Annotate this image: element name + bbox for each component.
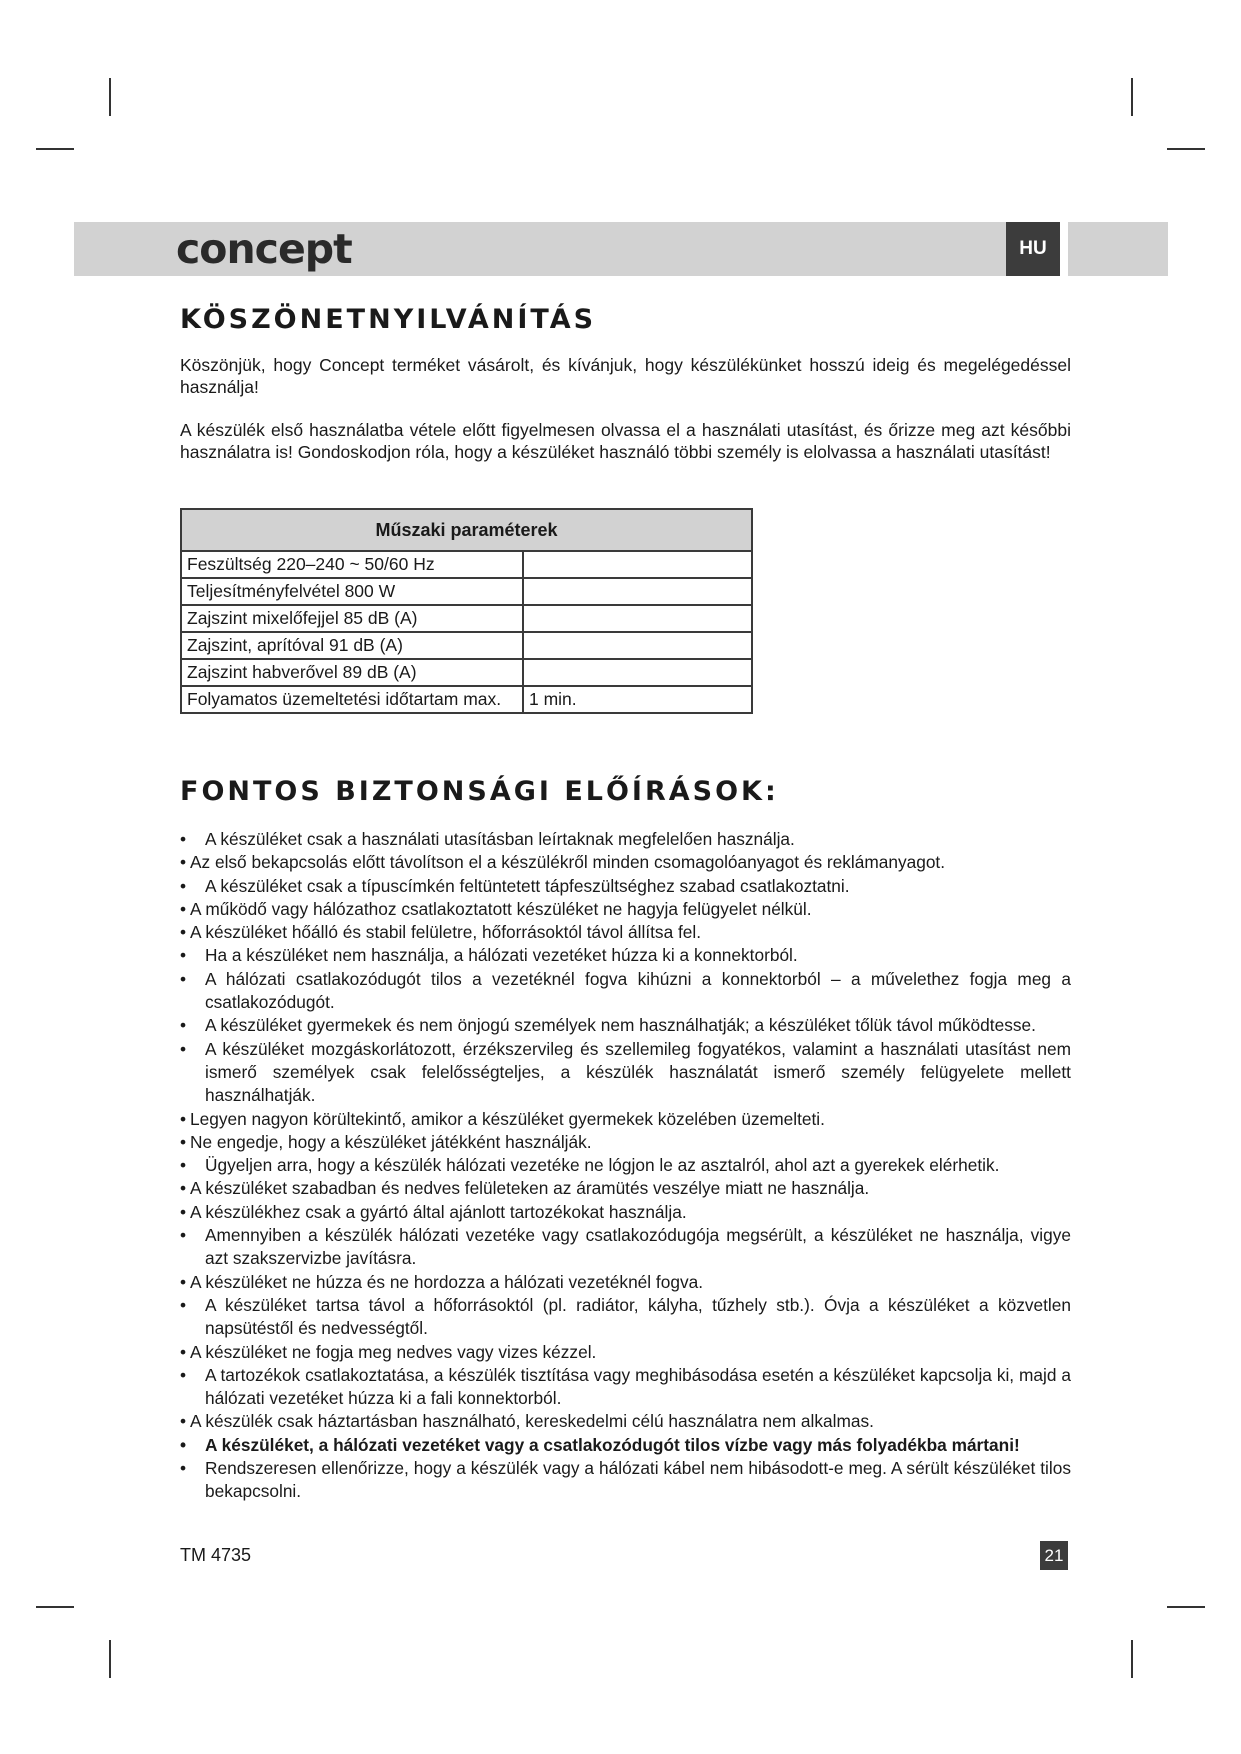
brand-logo: concept — [176, 225, 352, 273]
list-item: • Ha a készüléket nem használja, a hálózati vezetéket húzza ki a konnektorból. — [180, 944, 1071, 967]
spec-value — [523, 578, 752, 605]
list-item: • A készüléket hőálló és stabil felületre, hőforrásoktól távol állítsa fel. — [180, 921, 1071, 944]
safety-list — [180, 828, 1071, 1504]
list-item: • A készüléket tartsa távol a hőforrásoktól (pl. radiátor, kályha, tűzhely stb.). Óvja a készüléket a közvetlen napsütéstől és nedvességtől. — [180, 1294, 1071, 1341]
crop-mark-bottom-right-vertical — [1131, 1640, 1133, 1678]
header-band-gap — [1060, 222, 1068, 276]
thanks-paragraph-1: Köszönjük, hogy Concept terméket vásárolt, és kívánjuk, hogy készülékünket hosszú ideig és megelégedéssel használja! — [180, 355, 1071, 397]
list-item: • A készülék csak háztartásban használható, kereskedelmi célú használatra nem alkalmas. — [180, 1410, 1071, 1433]
spec-value: 1 min. — [523, 686, 752, 713]
list-item: • Legyen nagyon körültekintő, amikor a készüléket gyermekek közelében üzemelteti. — [180, 1108, 1071, 1131]
page-number: 21 — [1040, 1541, 1068, 1570]
spec-value — [523, 551, 752, 578]
spec-table — [180, 508, 753, 714]
list-item: • A készüléket, a hálózati vezetéket vagy a csatlakozódugót tilos vízbe vagy más folyadékba mártani! — [180, 1434, 1071, 1457]
list-item: • Rendszeresen ellenőrizze, hogy a készülék vagy a hálózati kábel nem hibásodott-e meg. A sérült készüléket tilos bekapcsolni. — [180, 1457, 1071, 1504]
language-badge: HU — [1006, 222, 1060, 276]
list-item: • A készüléket csak a használati utasításban leírtaknak megfelelően használja. — [180, 828, 1071, 851]
crop-mark-top-left-horizontal — [36, 148, 74, 150]
list-item: • Az első bekapcsolás előtt távolítson el a készülékről minden csomagolóanyagot és reklámanyagot. — [180, 851, 1071, 874]
spec-row — [181, 578, 752, 605]
spec-value — [523, 659, 752, 686]
spec-row — [181, 605, 752, 632]
list-item: • A tartozékok csatlakoztatása, a készülék tisztítása vagy meghibásodása esetén a készüléket kapcsolja ki, majd a hálózati vezetéket húzza ki a fali konnektorból. — [180, 1364, 1071, 1411]
spec-value — [523, 632, 752, 659]
list-item: • Ügyeljen arra, hogy a készülék hálózati vezetéke ne lógjon le az asztalról, ahol azt a gyerekek elérhetik. — [180, 1154, 1071, 1177]
thanks-paragraph-2: A készülék első használatba vétele előtt figyelmesen olvassa el a használati utasítást, és őrizze meg azt későbbi használatra is! Gondoskodjon róla, hogy a készüléket használó többi személy is elolvassa a használati utasítást! — [180, 420, 1071, 462]
list-item: • A készüléket mozgáskorlátozott, érzékszervileg és szellemileg fogyatékos, valamint a használati utasítást nem ismerő személyek csak felelősségteljes, a készülék használatát ismerő személy felügyelete mellett használhatják. — [180, 1038, 1071, 1108]
spec-label: Zajszint mixelőfejjel 85 dB (A) — [181, 605, 523, 632]
list-item: • A készüléket ne húzza és ne hordozza a hálózati vezetéknél fogva. — [180, 1271, 1071, 1294]
crop-mark-top-left-vertical — [109, 78, 111, 116]
spec-label: Zajszint, aprítóval 91 dB (A) — [181, 632, 523, 659]
crop-mark-top-right-vertical — [1131, 78, 1133, 116]
spec-label: Folyamatos üzemeltetési időtartam max. — [181, 686, 523, 713]
spec-row — [181, 659, 752, 686]
list-item: • Amennyiben a készülék hálózati vezetéke vagy csatlakozódugója megsérült, a készüléket ne használja, vigye azt szakszervizbe javításra. — [180, 1224, 1071, 1271]
crop-mark-bottom-right-horizontal — [1167, 1606, 1205, 1608]
spec-label: Zajszint habverővel 89 dB (A) — [181, 659, 523, 686]
spec-table-title: Műszaki paraméterek — [181, 509, 752, 551]
list-item: • A készülékhez csak a gyártó által ajánlott tartozékokat használja. — [180, 1201, 1071, 1224]
safety-title: FONTOS BIZTONSÁGI ELŐÍRÁSOK: — [180, 776, 779, 807]
thanks-title: KÖSZÖNETNYILVÁNÍTÁS — [180, 304, 597, 335]
footer-model: TM 4735 — [180, 1545, 252, 1565]
spec-label: Feszültség 220–240 ~ 50/60 Hz — [181, 551, 523, 578]
spec-row — [181, 551, 752, 578]
list-item: • A készüléket ne fogja meg nedves vagy vizes kézzel. — [180, 1341, 1071, 1364]
list-item: • A készüléket csak a típuscímkén feltüntetett tápfeszültséghez szabad csatlakoztatni. — [180, 875, 1071, 898]
spec-value — [523, 605, 752, 632]
list-item: • Ne engedje, hogy a készüléket játékként használják. — [180, 1131, 1071, 1154]
spec-row — [181, 632, 752, 659]
list-item: • A működő vagy hálózathoz csatlakoztatott készüléket ne hagyja felügyelet nélkül. — [180, 898, 1071, 921]
crop-mark-bottom-left-vertical — [109, 1640, 111, 1678]
list-item: • A készüléket szabadban és nedves felületeken az áramütés veszélye miatt ne használja. — [180, 1177, 1071, 1200]
spec-row — [181, 686, 752, 713]
list-item: • A hálózati csatlakozódugót tilos a vezetéknél fogva kihúzni a konnektorból – a művelethez fogja meg a csatlakozódugót. — [180, 968, 1071, 1015]
list-item: • A készüléket gyermekek és nem önjogú személyek nem használhatják; a készüléket tőlük távol működtesse. — [180, 1014, 1071, 1037]
spec-label: Teljesítményfelvétel 800 W — [181, 578, 523, 605]
crop-mark-bottom-left-horizontal — [36, 1606, 74, 1608]
crop-mark-top-right-horizontal — [1167, 148, 1205, 150]
